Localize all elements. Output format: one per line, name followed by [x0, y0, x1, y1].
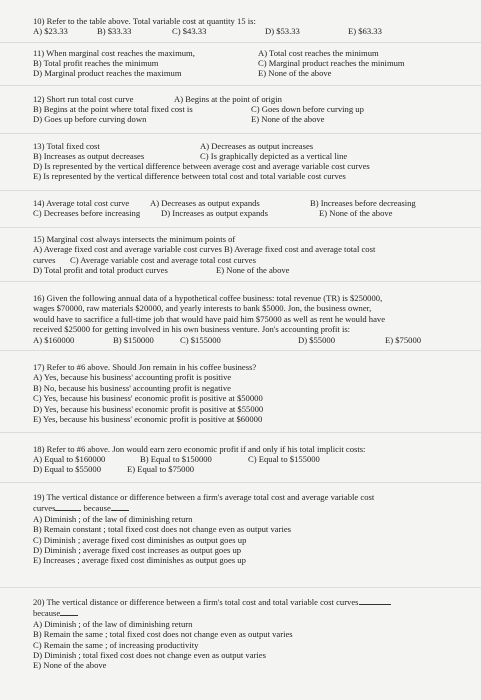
q14-option-e: E) None of the above — [319, 208, 393, 218]
q13-option-b: B) Increases as output decreases — [33, 151, 145, 161]
q17-option-c: C) Yes, because his business' economic profit is positive at $50000 — [33, 393, 263, 404]
divider — [0, 587, 481, 588]
divider — [0, 85, 481, 86]
divider — [0, 350, 481, 351]
q14-option-a: A) Decreases as output expands — [150, 198, 260, 208]
q20-option-d: D) Diminish ; total fixed cost does not change even as output varies — [33, 650, 266, 661]
q16-option-c: C) $155000 — [180, 334, 221, 345]
q19-option-d: D) Diminish ; average fixed cost increases as output goes up — [33, 545, 242, 556]
question-20 — [33, 596, 473, 671]
question-20-stem: 20) The vertical distance or difference between a firm's total cost and total variable cost curves — [33, 597, 359, 607]
q19-option-c: C) Diminish ; average fixed cost diminishes as output goes up — [33, 534, 247, 545]
question-16-stem-line-1: 16) Given the following annual data of a hypothetical coffee business: total revenue (TR) is $250000, — [33, 293, 383, 303]
question-15 — [33, 234, 473, 275]
q19-option-e: E) Increases ; average fixed cost diminishes as output goes up — [33, 555, 246, 566]
question-18 — [33, 444, 473, 474]
q11-option-d: D) Marginal product reaches the maximum — [33, 68, 182, 78]
question-16-stem-line-4: received $25000 for getting involved in his own business venture. Jon's accounting profit is: — [33, 324, 351, 335]
q14-option-c: C) Decreases before increasing — [33, 208, 141, 218]
q10-option-c: C) $43.33 — [172, 26, 207, 37]
answer-blank — [359, 596, 391, 605]
answer-blank — [111, 502, 129, 511]
q11-option-a: A) Total cost reaches the minimum — [258, 48, 379, 58]
question-16-stem-line-3: would have to sacrifice a full-time job that would have paid him $75000 as well as rent he would have — [33, 313, 386, 324]
q16-option-b: B) $150000 — [113, 334, 154, 345]
q19-curves-word: curves — [33, 503, 56, 514]
q17-option-d: D) Yes, because his business' economic profit is positive at $55000 — [33, 403, 264, 414]
q10-option-e: E) $63.33 — [348, 26, 382, 37]
question-11-stem: 11) When marginal cost reaches the maximum, — [33, 48, 195, 58]
q10-option-b: B) $33.33 — [97, 26, 132, 37]
answer-blank — [60, 607, 78, 616]
question-13-stem: 13) Total fixed cost — [33, 141, 100, 151]
q18-option-d: D) Equal to $55000 — [33, 464, 102, 475]
q12-option-a: A) Begins at the point of origin — [174, 94, 282, 104]
q12-option-d: D) Goes up before curving down — [33, 114, 147, 124]
q10-option-a: A) $23.33 — [33, 26, 68, 37]
q16-option-e: E) $75000 — [385, 334, 422, 345]
q15-option-b-continued: curves — [33, 254, 56, 265]
question-19 — [33, 492, 473, 566]
q19-because-word: because — [83, 503, 111, 514]
question-10-stem: 10) Refer to the table above. Total variable cost at quantity 15 is: — [33, 16, 256, 26]
divider — [0, 227, 481, 228]
q17-option-a: A) Yes, because his business' accounting profit is positive — [33, 372, 232, 383]
q11-option-e: E) None of the above — [258, 68, 332, 78]
q15-option-e: E) None of the above — [216, 264, 290, 275]
q12-option-b: B) Begins at the point where total fixed cost is — [33, 104, 193, 114]
q17-option-b: B) No, because his business' accounting profit is negative — [33, 382, 231, 393]
question-16-stem-line-2: wages $70000, raw materials $20000, and yearly interests to bank $5000. Jon, the business owner, — [33, 303, 372, 314]
question-11 — [33, 48, 473, 78]
q11-option-b: B) Total profit reaches the minimum — [33, 58, 159, 68]
q20-option-c: C) Remain the same ; of increasing productivity — [33, 639, 199, 650]
q13-option-a: A) Decreases as output increases — [200, 141, 314, 151]
divider — [0, 432, 481, 433]
q14-option-b: B) Increases before decreasing — [310, 198, 416, 208]
q13-option-e: E) Is represented by the vertical difference between total cost and total variable cost curves — [33, 171, 346, 182]
q18-option-b: B) Equal to $150000 — [140, 454, 212, 465]
answer-blank — [55, 502, 81, 511]
q18-option-a: A) Equal to $160000 — [33, 454, 106, 465]
q16-option-d: D) $55000 — [298, 334, 335, 345]
question-16 — [33, 293, 473, 345]
q15-option-d: D) Total profit and total product curves — [33, 264, 168, 275]
divider — [0, 482, 481, 483]
question-15-stem: 15) Marginal cost always intersects the minimum points of — [33, 234, 236, 244]
question-14-stem: 14) Average total cost curve — [33, 198, 130, 208]
divider — [0, 281, 481, 282]
question-17-stem: 17) Refer to #6 above. Should Jon remain in his coffee business? — [33, 362, 257, 372]
question-18-stem: 18) Refer to #6 above. Jon would earn zero economic profit if and only if his total implicit costs: — [33, 444, 366, 454]
q10-option-d: D) $53.33 — [265, 26, 300, 37]
question-10 — [33, 16, 473, 36]
q19-option-b: B) Remain constant ; total fixed cost does not change even as output varies — [33, 524, 291, 535]
q20-because-word: because — [33, 608, 61, 619]
q18-option-c: C) Equal to $155000 — [248, 454, 320, 465]
divider — [0, 42, 481, 43]
q20-option-a: A) Diminish ; of the law of diminishing return — [33, 618, 193, 629]
q12-option-e: E) None of the above — [251, 114, 325, 124]
divider — [0, 133, 481, 134]
question-13 — [33, 141, 473, 182]
question-14 — [33, 198, 473, 218]
question-17 — [33, 362, 473, 424]
q13-option-c: C) Is graphically depicted as a vertical line — [200, 151, 348, 161]
q15-option-c: C) Average variable cost and average total cost curves — [70, 254, 256, 265]
q19-option-a: A) Diminish ; of the law of diminishing return — [33, 513, 193, 524]
q14-option-d: D) Increases as output expands — [161, 208, 268, 218]
q20-option-e: E) None of the above — [33, 660, 107, 671]
q13-option-d: D) Is represented by the vertical difference between average cost and average variable cost curves — [33, 161, 370, 171]
q16-option-a: A) $160000 — [33, 334, 75, 345]
divider — [0, 190, 481, 191]
question-12 — [33, 94, 473, 124]
question-12-stem: 12) Short run total cost curve — [33, 94, 134, 104]
q17-option-e: E) Yes, because his business' economic profit is positive at $60000 — [33, 414, 263, 425]
q20-option-b: B) Remain the same ; total fixed cost does not change even as output varies — [33, 629, 293, 640]
q15-options-ab: A) Average fixed cost and average variable cost curves B) Average fixed cost and average total cost — [33, 244, 376, 255]
question-19-stem: 19) The vertical distance or difference between a firm's average total cost and average variable cost — [33, 492, 375, 502]
q12-option-c: C) Goes down before curving up — [251, 104, 364, 114]
q18-option-e: E) Equal to $75000 — [127, 464, 195, 475]
q11-option-c: C) Marginal product reaches the minimum — [258, 58, 405, 68]
